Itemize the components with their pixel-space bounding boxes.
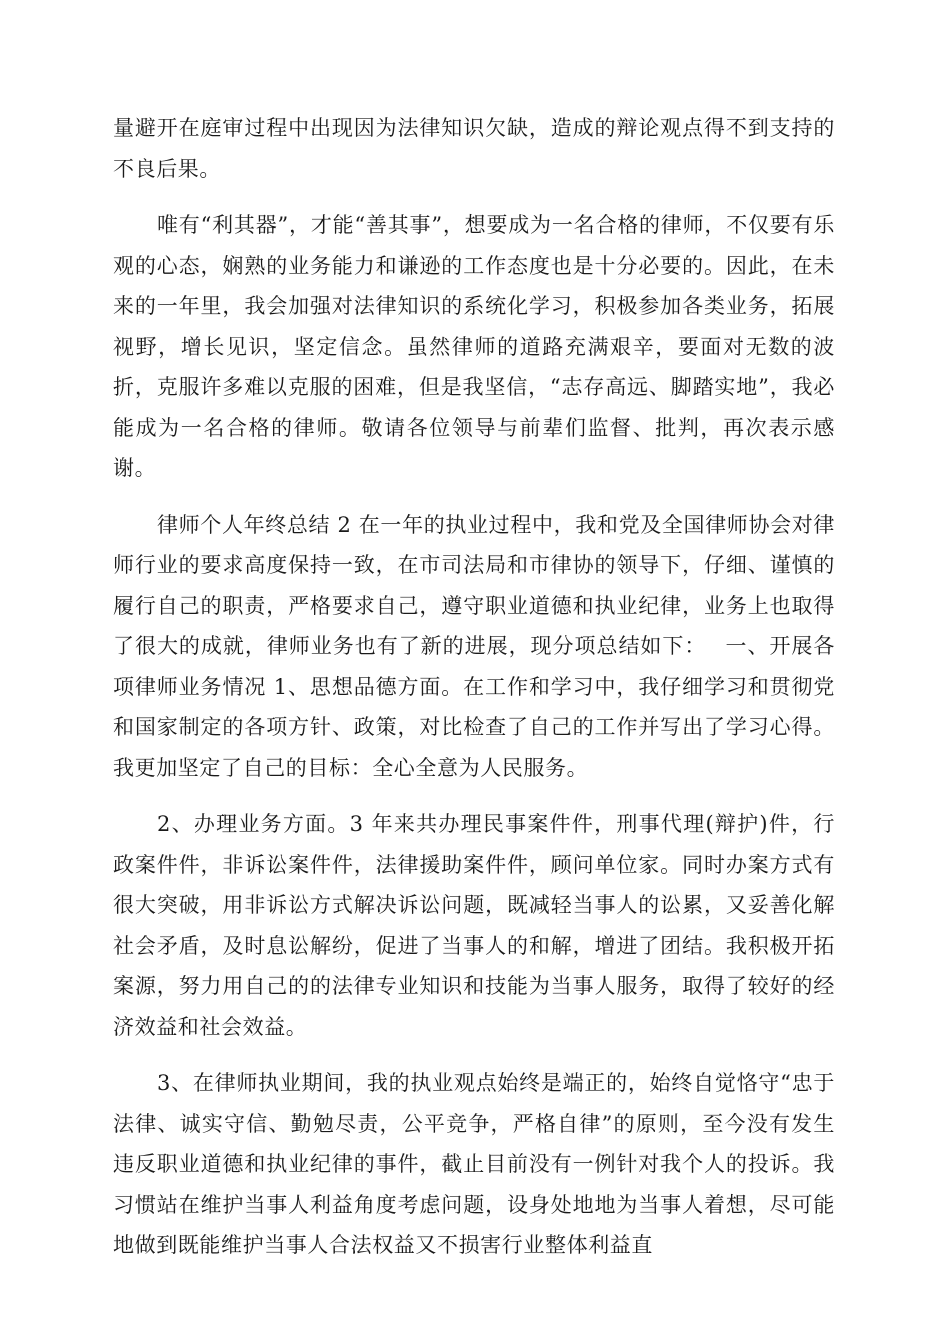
paragraph-summary-2-intro: 律师个人年终总结 2 在一年的执业过程中，我和党及全国律师协会对律师行业的要求高度保持一致，在市司法局和市律协的领导下，仔细、谨慎的履行自己的职责，严格要求自己，遵守职业道德和执业纪律，业务上也取得了很大的成就，律师业务也有了新的进展，现分项总结如下： 一、开展各项律师业务情况 1、思想品德方面。在工作和学习中，我仔细学习和贯彻党和国家制定的各项方针、政策，对比检查了自己的工作并写出了学习心得。我更加坚定了自己的目标：全心全意为人民服务。 bbox=[113, 512, 835, 780]
document-body bbox=[113, 108, 835, 1266]
paragraph-business-handling: 2、办理业务方面。3 年来共办理民事案件件，刑事代理(辩护)件，行政案件件，非诉讼案件件，法律援助案件件，顾问单位家。同时办案方式有很大突破，用非诉讼方式解决诉讼问题，既减轻当事人的讼累，又妥善化解社会矛盾，及时息讼解纷，促进了当事人的和解，增进了团结。我积极开拓案源，努力用自己的的法律专业知识和技能为当事人服务，取得了较好的经济效益和社会效益。 bbox=[113, 812, 835, 1039]
paragraph-conclusion: 唯有“利其器”，才能“善其事”，想要成为一名合格的律师，不仅要有乐观的心态，娴熟的业务能力和谦逊的工作态度也是十分必要的。因此，在未来的一年里，我会加强对法律知识的系统化学习，积极参加各类业务，拓展视野，增长见识，坚定信念。虽然律师的道路充满艰辛，要面对无数的波折，克服许多难以克服的困难，但是我坚信，“志存高远、脚踏实地”，我必能成为一名合格的律师。敬请各位领导与前辈们监督、批判，再次表示感谢。 bbox=[113, 213, 835, 480]
paragraph-practice-principles: 3、在律师执业期间，我的执业观点始终是端正的，始终自觉恪守“忠于法律、诚实守信、勤勉尽责，公平竞争，严格自律”的原则，至今没有发生违反职业道德和执业纪律的事件，截止目前没有一例针对我个人的投诉。我习惯站在维护当事人利益角度考虑问题，设身处地地为当事人着想，尽可能地做到既能维护当事人合法权益又不损害行业整体利益直 bbox=[113, 1071, 835, 1257]
paragraph-continuation: 量避开在庭审过程中出现因为法律知识欠缺，造成的辩论观点得不到支持的不良后果。 bbox=[113, 116, 835, 181]
